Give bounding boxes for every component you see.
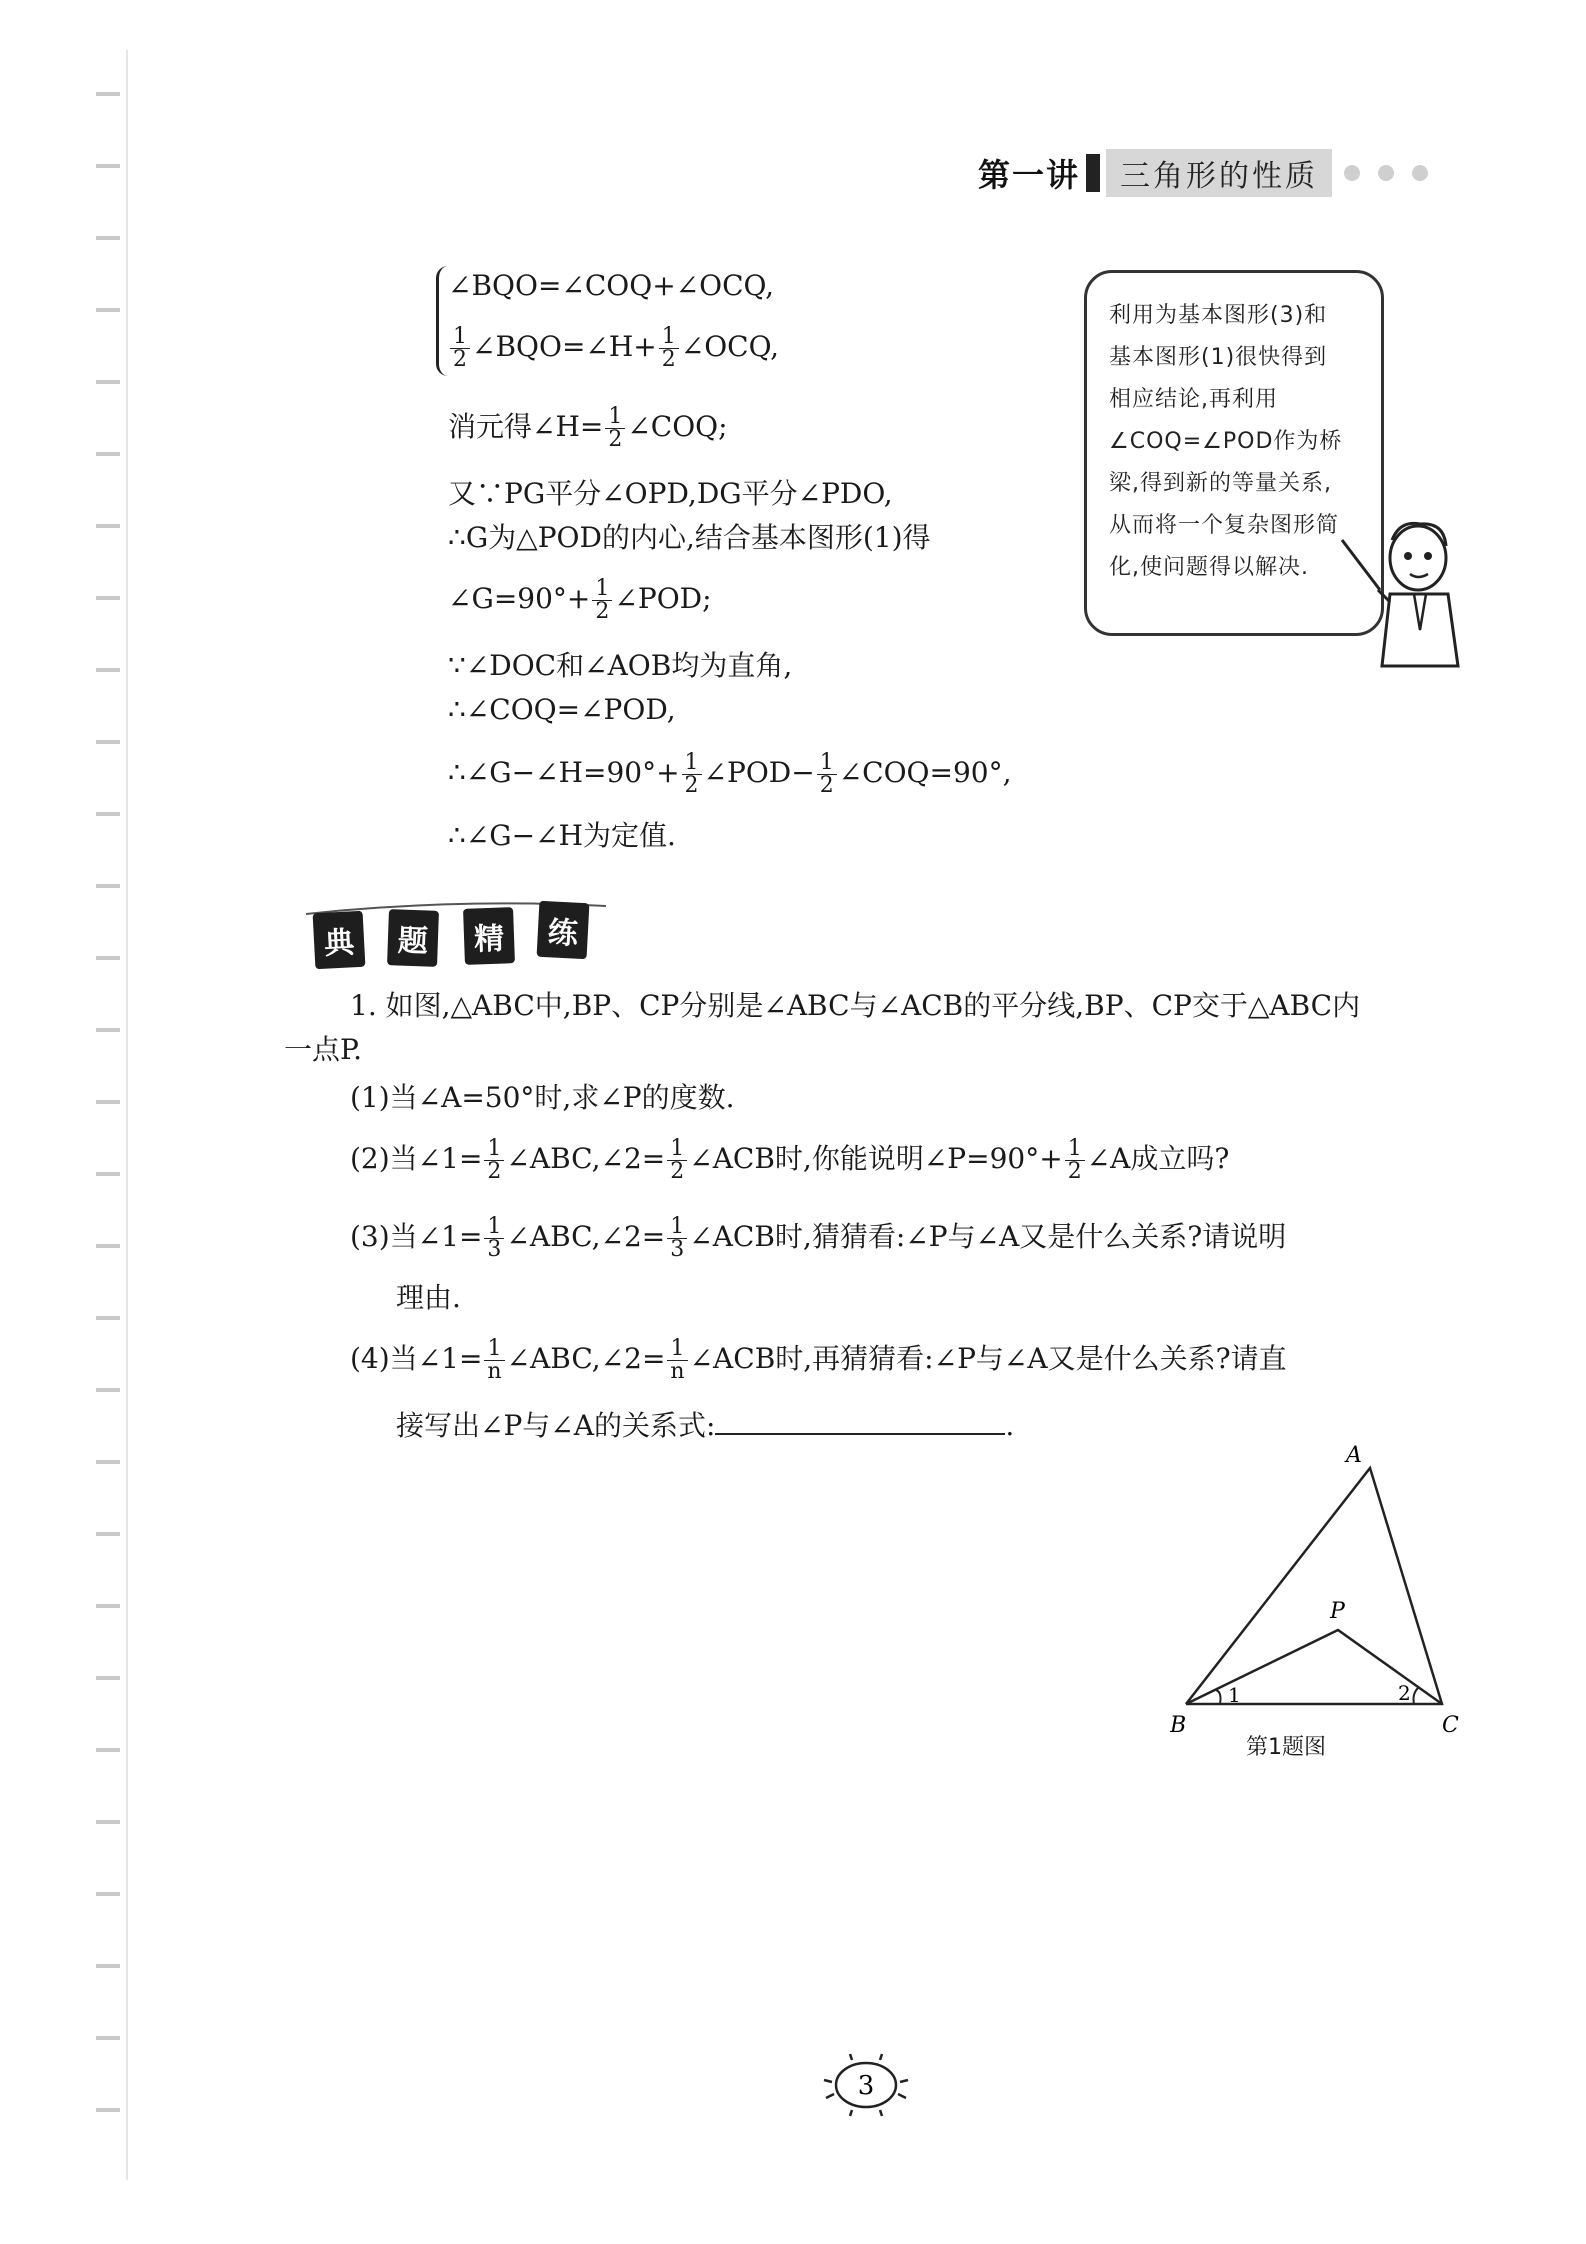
fraction: $\frac{1}{n}$ [484, 1338, 504, 1383]
binding-holes [96, 40, 120, 2180]
page-number: 3 [857, 2071, 875, 2101]
fraction: $\frac{1}{2}$ [667, 1138, 687, 1183]
problem-part3: (3)当∠1= $\frac{1}{3}$ ∠ABC,∠2= $\frac{1}{3}$ ∠ACB时,猜猜看:∠P与∠A又是什么关系?请说明 [350, 1214, 1287, 1262]
banner-char: 题 [387, 909, 439, 967]
label-angle-2: 2 [1398, 1681, 1411, 1705]
problem-intro-line1: 1. 如图,△ABC中,BP、CP分别是∠ABC与∠ACB的平分线,BP、CP交于△ABC内 [350, 989, 1361, 1022]
banner-char: 练 [537, 901, 590, 960]
difference-line: ∴∠G−∠H=90°+ $\frac{1}{2}$ ∠POD− $\frac{1}{2}$ ∠COQ=90°, [448, 750, 1012, 798]
header-divider [1086, 154, 1100, 192]
label-A: A [1346, 1443, 1362, 1468]
problem-part3-line2: 理由. [396, 1281, 461, 1314]
binding-margin-line [126, 50, 128, 2180]
fraction: $\frac{1}{2}$ [682, 752, 702, 797]
fraction: $\frac{1}{2}$ [1065, 1138, 1085, 1183]
label-C: C [1442, 1713, 1459, 1738]
fraction: $\frac{1}{3}$ [484, 1216, 504, 1261]
right-angle-line: ∵∠DOC和∠AOB均为直角, [448, 649, 793, 682]
system-line-2: $\frac{1}{2}$ ∠BQO=∠H+ $\frac{1}{2}$ ∠OCQ, [448, 326, 779, 371]
fraction: $\frac{1}{n}$ [667, 1338, 687, 1383]
fraction: $\frac{1}{2}$ [450, 326, 470, 371]
fraction: $\frac{1}{2}$ [605, 406, 625, 451]
figure-caption: 第1题图 [1246, 1735, 1326, 1760]
label-angle-1: 1 [1228, 1683, 1241, 1707]
triangle-figure [1170, 1440, 1460, 1740]
label-P: P [1330, 1599, 1345, 1624]
exercise-banner [306, 880, 606, 990]
tip-note-text: 利用为基本图形(3)和基本图形(1)很快得到相应结论,再利用∠COQ=∠POD作为桥梁,得到新的等量关系,从而将一个复杂图形简化,使问题得以解决. [1109, 303, 1343, 580]
fraction: $\frac{1}{2}$ [484, 1138, 504, 1183]
problem-part2: (2)当∠1= $\frac{1}{2}$ ∠ABC,∠2= $\frac{1}{2}$ ∠ACB时,你能说明∠P=90°+ $\frac{1}{2}$ ∠A成立吗? [350, 1136, 1230, 1184]
angle-2-arc [1414, 1688, 1419, 1704]
label-B: B [1170, 1713, 1187, 1738]
fraction: $\frac{1}{2}$ [592, 578, 612, 623]
fraction: $\frac{1}{3}$ [667, 1216, 687, 1261]
angle-1-arc [1216, 1690, 1221, 1704]
angle-g-line: ∠G=90°+ $\frac{1}{2}$ ∠POD; [448, 576, 712, 624]
teacher-cartoon-icon [1340, 510, 1470, 670]
tip-note-box [1084, 270, 1384, 636]
problem-part4-line2: 接写出∠P与∠A的关系式: . [396, 1409, 1015, 1442]
header-dots [1344, 165, 1428, 181]
equal-angle-line: ∴∠COQ=∠POD, [448, 693, 676, 726]
problem-part4: (4)当∠1= $\frac{1}{n}$ ∠ABC,∠2= $\frac{1}{n}$ ∠ACB时,再猜猜看:∠P与∠A又是什么关系?请直 [350, 1336, 1287, 1384]
eliminate-line: 消元得∠H= $\frac{1}{2}$ ∠COQ; [448, 404, 728, 452]
answer-blank[interactable] [715, 1407, 1005, 1435]
fraction: $\frac{1}{2}$ [817, 752, 837, 797]
banner-char: 精 [463, 907, 515, 965]
chapter-title: 第一讲 [978, 156, 1081, 194]
constant-line: ∴∠G−∠H为定值. [448, 819, 676, 852]
bisect-line: 又∵PG平分∠OPD,DG平分∠PDO, [448, 477, 893, 510]
triangle-abc [1186, 1468, 1442, 1704]
system-line-1: ∠BQO=∠COQ+∠OCQ, [448, 269, 774, 302]
incenter-line: ∴G为△POD的内心,结合基本图形(1)得 [448, 521, 931, 554]
problem-part1: (1)当∠A=50°时,求∠P的度数. [350, 1081, 735, 1114]
header-dot [1412, 165, 1428, 181]
header-dot [1344, 165, 1360, 181]
page-number-sun [806, 2040, 926, 2130]
problem-intro-line2: 一点P. [284, 1033, 363, 1066]
fraction: $\frac{1}{2}$ [659, 326, 679, 371]
chapter-topic: 三角形的性质 [1106, 149, 1332, 197]
banner-char: 典 [313, 911, 366, 970]
header-dot [1378, 165, 1394, 181]
chapter-header [978, 150, 1428, 196]
